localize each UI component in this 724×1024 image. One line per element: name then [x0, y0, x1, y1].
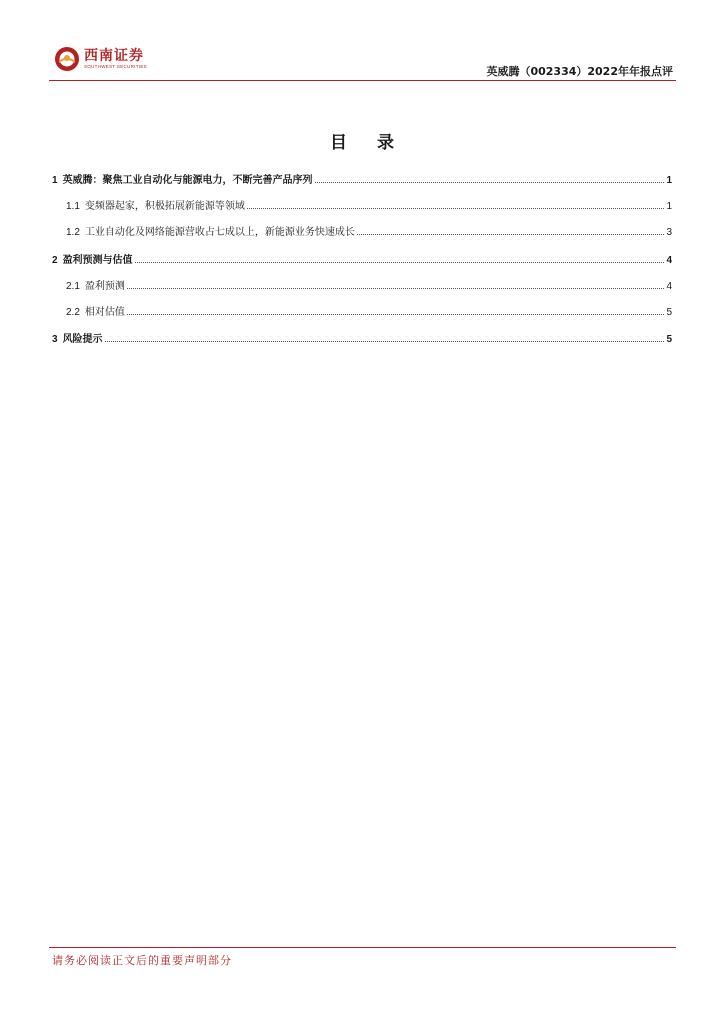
footer-divider [49, 947, 676, 948]
logo-emblem-icon [54, 46, 80, 72]
company-logo [54, 42, 147, 76]
toc-entry-number: 1.2 [66, 227, 80, 238]
toc-entry-text: 工业自动化及网络能源营收占七成以上，新能源业务快速成长 [84, 227, 355, 238]
logo-english-name: SOUTHWEST SECURITIES [84, 64, 147, 69]
toc-entry-number: 2.2 [66, 307, 80, 318]
toc-entry-number: 2 [52, 255, 58, 266]
report-title: 英威腾（002334）2022年年报点评 [486, 65, 673, 78]
toc-entry[interactable] [52, 329, 672, 345]
toc-entry-page: 5 [666, 334, 672, 345]
footer-disclaimer: 请务必阅读正文后的重要声明部分 [52, 954, 232, 967]
toc-dot-leader [135, 261, 665, 263]
toc-entry-text: 风险提示 [62, 334, 103, 345]
toc-entry-page: 3 [666, 227, 672, 238]
toc-entry[interactable] [52, 222, 672, 238]
toc-dot-leader [247, 207, 665, 209]
logo-chinese-name: 西南证券 [84, 48, 144, 64]
toc-dot-leader [127, 313, 665, 315]
toc-entry-text: 盈利预测 [84, 281, 125, 292]
toc-entry-page: 1 [666, 175, 672, 186]
toc-entry-text: 盈利预测与估值 [62, 255, 133, 266]
toc-dot-leader [127, 287, 665, 289]
toc-entry-page: 1 [666, 201, 672, 212]
toc-entry-number: 1 [52, 175, 58, 186]
toc-entry-number: 2.1 [66, 281, 80, 292]
toc-entry[interactable] [52, 250, 672, 266]
toc-entry-page: 5 [666, 307, 672, 318]
toc-entry[interactable] [52, 170, 672, 186]
toc-entry-number: 3 [52, 334, 58, 345]
toc-entry[interactable] [52, 302, 672, 318]
toc-dot-leader [105, 340, 665, 342]
toc-entry-number: 1.1 [66, 201, 80, 212]
toc-entry[interactable] [52, 276, 672, 292]
toc-entry[interactable] [52, 196, 672, 212]
toc-entry-text: 英威腾：聚焦工业自动化与能源电力，不断完善产品序列 [62, 175, 313, 186]
page-header [49, 40, 676, 81]
toc-entry-page: 4 [666, 281, 672, 292]
toc-dot-leader [357, 233, 665, 235]
toc-entry-text: 相对估值 [84, 307, 125, 318]
toc-dot-leader [315, 181, 665, 183]
toc-entry-text: 变频器起家，积极拓展新能源等领域 [84, 201, 245, 212]
toc-heading: 目 录 [330, 133, 406, 153]
toc-entry-page: 4 [666, 255, 672, 266]
